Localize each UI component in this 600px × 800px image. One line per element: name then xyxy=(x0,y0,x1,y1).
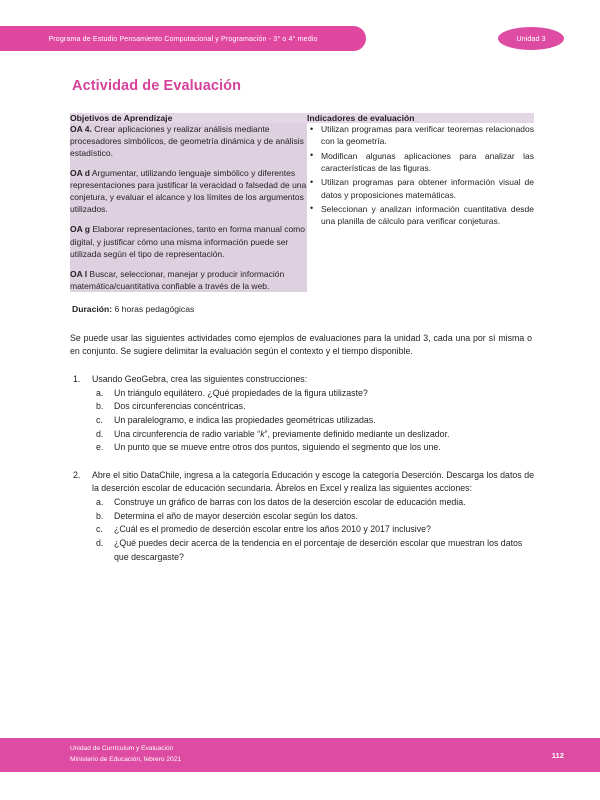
sub-question-item xyxy=(92,523,534,537)
page-number: 112 xyxy=(551,750,564,760)
sub-text-pre: Un paralelogramo, e indica las propiedades geométricas utilizadas. xyxy=(114,414,376,425)
question-body xyxy=(92,469,534,564)
question-stem: Abre el sitio DataChile, ingresa a la categoría Educación y escoge la categoría Deserción. Descarga los datos de la deserción escolar de educación secundaria. Ábrelos en Excel y realiza las siguientes acciones: xyxy=(92,469,534,494)
sub-question-text: Determina el año de mayor deserción escolar según los datos. xyxy=(114,510,359,521)
sub-text-variable: k xyxy=(260,428,265,439)
sub-text-pre: Dos circunferencias concéntricas. xyxy=(114,401,246,412)
sub-question-item xyxy=(92,387,534,401)
sub-question-letter: a. xyxy=(96,387,104,398)
sub-question-text xyxy=(114,428,534,442)
table-header-indicadores: Indicadores de evaluación xyxy=(307,113,534,123)
sub-question-text xyxy=(114,414,534,428)
footer-line-2: Ministerio de Educación, febrero 2021 xyxy=(70,756,182,763)
objetivo-text: Buscar, seleccionar, manejar y producir información matemática/cuantitativa confiable a través de la web. xyxy=(70,268,285,291)
question-body xyxy=(92,373,534,455)
objetivo-item xyxy=(70,123,307,159)
objetivo-code: OA l xyxy=(70,268,88,279)
indicadores-cell xyxy=(307,123,534,292)
duration-line xyxy=(70,304,534,314)
question-item xyxy=(70,373,534,455)
duration-label: Duración: xyxy=(72,303,113,314)
sub-question-letter: d. xyxy=(96,428,104,439)
objetivo-text: Elaborar representaciones, tanto en forma manual como digital, y justificar cómo una misma información puede ser utilizada según el tipo de representación. xyxy=(70,224,305,259)
objetivo-code: OA g xyxy=(70,224,90,235)
objetivo-code: OA d xyxy=(70,168,90,179)
sub-question-letter: c. xyxy=(96,414,103,425)
sub-question-text xyxy=(114,400,534,414)
question-number: 1. xyxy=(73,374,81,384)
sub-text-pre: Un punto que se mueve entre otros dos puntos, siguiendo el segmento que los une. xyxy=(114,442,441,453)
objetivo-item xyxy=(70,167,307,215)
sub-question-item xyxy=(92,414,534,428)
sub-question-item xyxy=(92,510,534,524)
unit-badge-label: Unidad 3 xyxy=(516,34,546,43)
table-header-row xyxy=(70,113,534,123)
question-stem: Usando GeoGebra, crea las siguientes construcciones: xyxy=(92,374,308,384)
sub-question-letter: e. xyxy=(96,442,104,453)
sub-question-text: ¿Qué puedes decir acerca de la tendencia en el porcentaje de deserción escolar que muestran los datos que descargaste? xyxy=(114,537,523,562)
table-header-objetivos: Objetivos de Aprendizaje xyxy=(70,113,307,123)
unit-badge xyxy=(498,27,564,50)
list-item: • Utilizan programas para obtener información visual de datos y proposiciones matemáticas. xyxy=(320,176,534,201)
sub-question-letter: d. xyxy=(96,537,104,548)
sub-question-text: Construye un gráfico de barras con los datos de la deserción escolar de educación media. xyxy=(114,497,466,507)
sub-question-text xyxy=(114,441,534,455)
objetivos-cell xyxy=(70,123,307,292)
sub-questions-list xyxy=(92,496,534,564)
duration-value: 6 horas pedagógicas xyxy=(112,303,195,314)
sub-question-letter: a. xyxy=(96,497,104,507)
footer-institution xyxy=(70,744,181,765)
sub-text-post: ”, previamente definido mediante un deslizador. xyxy=(264,428,450,439)
objetivo-text: Argumentar, utilizando lenguaje simbólico y diferentes representaciones para justificar la veracidad o falsedad de una conjetura, y evaluar el alcance y los límites de los argumentos utilizados. xyxy=(70,168,307,215)
objetivo-item xyxy=(70,268,307,292)
intro-paragraph: Se puede usar las siguientes actividades como ejemplos de evaluaciones para la unidad 3, cada una por sí misma o en conjunto. Se sugiere delimitar la evaluación según el contexto y el tiempo disponible. xyxy=(70,332,532,357)
sub-question-letter: b. xyxy=(96,510,104,521)
page-footer xyxy=(0,738,600,772)
question-number: 2. xyxy=(73,469,81,480)
sub-question-item xyxy=(92,428,534,442)
sub-text-pre: Un triángulo equilátero. ¿Qué propiedades de la figura utilizaste? xyxy=(114,387,368,398)
list-item: • Seleccionan y analizan información cuantitativa desde una planilla de cálculo para verificar conjeturas. xyxy=(320,203,534,228)
sub-question-text xyxy=(114,387,534,401)
objetivos-indicadores-table xyxy=(70,113,534,292)
program-header-band xyxy=(0,26,366,51)
objetivo-text: Crear aplicaciones y realizar análisis mediante procesadores simbólicos, de geometría dinámica y de análisis estadístico. xyxy=(70,124,304,159)
list-item: • Utilizan programas para verificar teoremas relacionados con la geometría. xyxy=(320,123,534,148)
sub-question-item xyxy=(92,400,534,414)
sub-text-pre: Una circunferencia de radio variable “ xyxy=(114,428,261,439)
sub-question-item xyxy=(92,441,534,455)
objetivo-item xyxy=(70,223,307,259)
sub-question-item xyxy=(92,537,534,564)
sub-question-letter: c. xyxy=(96,524,103,535)
page-title: Actividad de Evaluación xyxy=(72,77,242,94)
list-item: • Modifican algunas aplicaciones para analizar las características de las figuras. xyxy=(320,150,534,175)
indicadores-list xyxy=(307,123,534,228)
sub-questions-list xyxy=(92,387,534,455)
sub-question-text: ¿Cuál es el promedio de deserción escolar entre los años 2010 y 2017 inclusive? xyxy=(114,524,431,535)
question-item xyxy=(70,469,534,564)
document-content xyxy=(70,113,534,564)
sub-question-letter: b. xyxy=(96,401,104,412)
questions-list xyxy=(70,373,534,564)
table-body-row xyxy=(70,123,534,292)
footer-line-1: Unidad de Currículum y Evaluación xyxy=(70,745,174,753)
sub-question-item xyxy=(92,496,534,510)
program-header-text: Programa de Estudio Pensamiento Computacional y Programación - 3° o 4° medio xyxy=(48,34,318,43)
objetivo-code: OA 4. xyxy=(70,124,92,134)
